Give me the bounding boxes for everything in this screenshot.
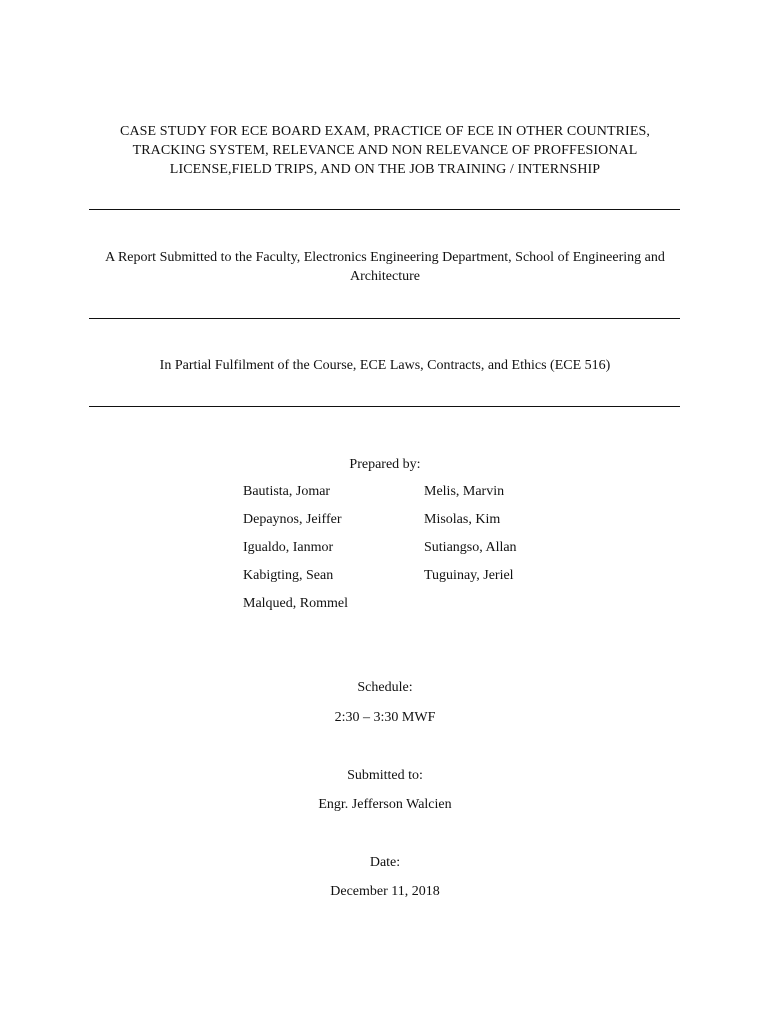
author-name: Igualdo, Ianmor <box>243 540 334 555</box>
title-line-2: TRACKING SYSTEM, RELEVANCE AND NON RELEVANCE OF PROFFESIONAL <box>132 143 638 158</box>
date-label: Date: <box>369 855 401 870</box>
report-line-1: A Report Submitted to the Faculty, Electronics Engineering Department, School of Engineering and <box>105 250 665 265</box>
author-name: Sutiangso, Allan <box>424 540 517 555</box>
submitted-to-label: Submitted to: <box>347 768 423 783</box>
author-name: Melis, Marvin <box>424 484 505 499</box>
report-line-2: Architecture <box>350 269 420 284</box>
report-statement <box>90 248 680 286</box>
schedule-value: 2:30 – 3:30 MWF <box>334 710 436 725</box>
schedule-label: Schedule: <box>357 680 413 695</box>
author-name: Depaynos, Jeiffer <box>243 512 342 527</box>
prepared-by-label: Prepared by: <box>349 457 421 472</box>
date-value: December 11, 2018 <box>330 884 440 899</box>
author-name: Malqued, Rommel <box>243 596 348 611</box>
divider-rule-3 <box>89 406 680 407</box>
authors-left-column <box>243 482 413 622</box>
author-name: Misolas, Kim <box>424 512 501 527</box>
title-line-1: CASE STUDY FOR ECE BOARD EXAM, PRACTICE OF ECE IN OTHER COUNTRIES, <box>120 124 650 139</box>
authors-list <box>0 482 768 622</box>
author-name: Kabigting, Sean <box>243 568 334 583</box>
authors-right-column <box>424 482 594 594</box>
document-title <box>90 122 680 179</box>
title-line-3: LICENSE,FIELD TRIPS, AND ON THE JOB TRAINING / INTERNSHIP <box>169 162 601 177</box>
author-name: Tuguinay, Jeriel <box>424 568 514 583</box>
fulfilment-statement: In Partial Fulfilment of the Course, ECE Laws, Contracts, and Ethics (ECE 516) <box>159 358 611 373</box>
divider-rule-1 <box>89 209 680 210</box>
submitted-to-value: Engr. Jefferson Walcien <box>318 797 452 812</box>
author-name: Bautista, Jomar <box>243 484 331 499</box>
divider-rule-2 <box>89 318 680 319</box>
